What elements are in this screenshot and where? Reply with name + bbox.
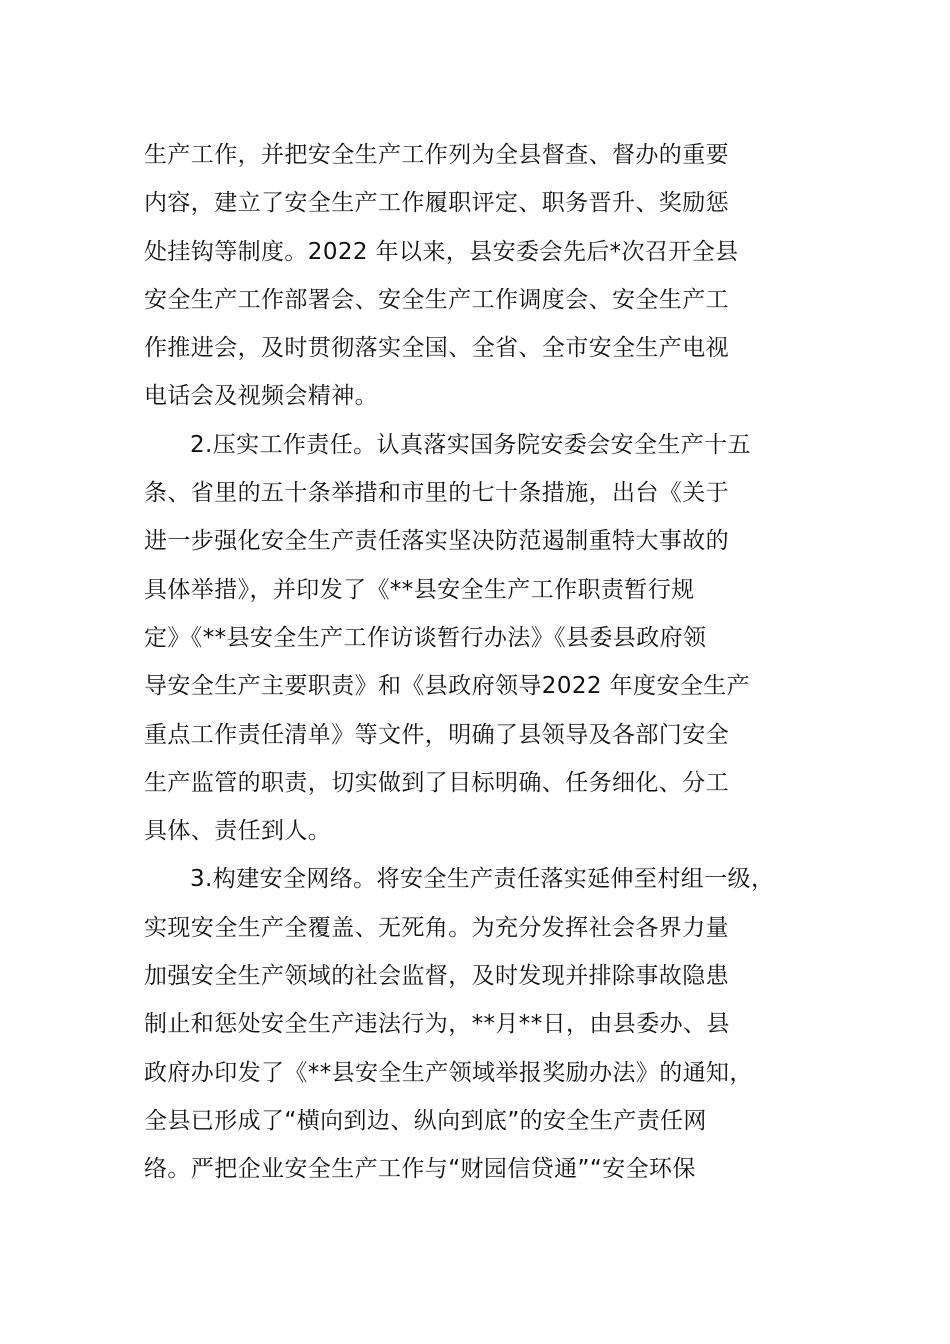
text-line: 具体、责任到人。 xyxy=(144,818,332,845)
text-line: 生产工作，并把安全生产工作列为全县督查、督办的重要 xyxy=(144,142,729,168)
text-line: 具体举措》，并印发了《**县安全生产工作职责暂行规 xyxy=(144,576,695,603)
text-line: 进一步强化安全生产责任落实坚决防范遏制重特大事故的 xyxy=(144,528,729,555)
paragraph-2 xyxy=(144,421,824,856)
text-line: 条、省里的五十条举措和市里的七十条措施，出台《关于 xyxy=(144,480,729,507)
paragraph-3 xyxy=(144,855,824,1193)
text-line: 安全生产工作部署会、安全生产工作调度会、安全生产工 xyxy=(144,286,729,313)
text-line: 定》《**县安全生产工作访谈暂行办法》《县委县政府领 xyxy=(144,624,707,651)
text-line: 实现安全生产全覆盖、无死角。为充分发挥社会各界力量 xyxy=(144,914,729,941)
text-line: 加强安全生产领域的社会监督，及时发现并排除事故隐患 xyxy=(144,963,729,990)
paragraph-1 xyxy=(144,131,824,421)
text-line: 电话会及视频会精神。 xyxy=(144,383,378,410)
text-line: 内容，建立了安全生产工作履职评定、职务晋升、奖励惩 xyxy=(144,190,729,217)
text-line: 处挂钩等制度。2022 年以来，县安委会先后*次召开全县 xyxy=(144,238,739,265)
text-line: 生产监管的职责，切实做到了目标明确、任务细化、分工 xyxy=(144,769,729,796)
text-line: 导安全生产主要职责》和《县政府领导2022 年度安全生产 xyxy=(144,673,751,700)
text-line: 政府办印发了《**县安全生产领域举报奖励办法》的通知， xyxy=(144,1059,753,1086)
document-body xyxy=(144,131,824,1194)
text-line: 2.压实工作责任。认真落实国务院安委会安全生产十五 xyxy=(190,431,751,458)
text-line: 作推进会，及时贯彻落实全国、全省、全市安全生产电视 xyxy=(144,335,729,362)
text-line: 络。严把企业安全生产工作与“财园信贷通”“安全环保 xyxy=(144,1156,696,1183)
text-line: 3.构建安全网络。将安全生产责任落实延伸至村组一级， xyxy=(190,866,775,893)
text-line: 重点工作责任清单》等文件，明确了县领导及各部门安全 xyxy=(144,721,729,748)
text-line: 制止和惩处安全生产违法行为，**月**日，由县委办、县 xyxy=(144,1011,730,1038)
text-line: 全县已形成了“横向到边、纵向到底”的安全生产责任网 xyxy=(144,1107,707,1134)
